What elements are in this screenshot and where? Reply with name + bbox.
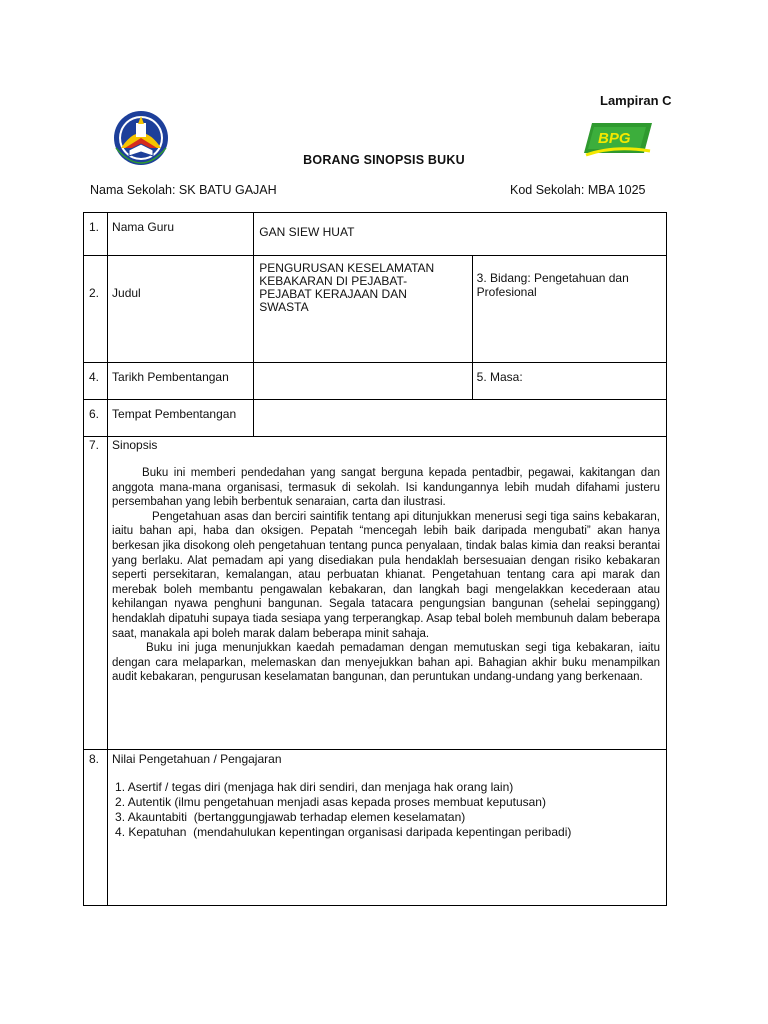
sinopsis-paragraph: Buku ini memberi pendedahan yang sangat berguna kepada pentadbir, pegawai, kakitangan dan anggota mana-mana organisasi, termasuk di sekolah. Isi kandungannya lebih mudah difahami justeru persembahan yang lebih berbentuk senaraian, carta dan ilustrasi. xyxy=(112,467,660,509)
judul-value xyxy=(254,256,472,363)
nama-guru-label: Nama Guru xyxy=(108,213,254,256)
sinopsis-cell xyxy=(108,437,667,750)
nilai-list xyxy=(108,780,666,840)
judul-line: PENGURUSAN KESELAMATAN xyxy=(259,261,435,275)
tempat-label: Tempat Pembentangan xyxy=(108,400,254,437)
bidang-field xyxy=(472,256,666,363)
row-number: 7. xyxy=(84,437,108,750)
form-title: BORANG SINOPSIS BUKU xyxy=(303,153,465,167)
masa-field: 5. Masa: xyxy=(472,363,666,400)
row-number: 6. xyxy=(84,400,108,437)
bidang-line: Profesional xyxy=(476,285,537,299)
row-nilai xyxy=(84,750,667,906)
school-code: Kod Sekolah: MBA 1025 xyxy=(510,183,646,197)
row-number: 2. xyxy=(84,256,108,363)
bidang-line: 3. Bidang: Pengetahuan dan xyxy=(476,271,629,285)
list-item: 4. Kepatuhan (mendahulukan kepentingan organisasi daripada kepentingan peribadi) xyxy=(115,825,572,839)
row-judul xyxy=(84,256,667,363)
row-sinopsis xyxy=(84,437,667,750)
bpg-logo-text: BPG xyxy=(598,130,631,147)
row-tarikh xyxy=(84,363,667,400)
row-number: 4. xyxy=(84,363,108,400)
list-item: 1. Asertif / tegas diri (menjaga hak diri sendiri, dan menjaga hak orang lain) xyxy=(115,780,514,794)
judul-label: Judul xyxy=(108,256,254,363)
row-number: 1. xyxy=(84,213,108,256)
row-number: 8. xyxy=(84,750,108,906)
nilai-label: Nilai Pengetahuan / Pengajaran xyxy=(112,752,282,766)
tarikh-value xyxy=(254,363,472,400)
synopsis-form-table xyxy=(83,212,667,906)
sinopsis-label: Sinopsis xyxy=(112,438,158,452)
school-name: Nama Sekolah: SK BATU GAJAH xyxy=(90,183,277,197)
list-item: 2. Autentik (ilmu pengetahuan menjadi asas kepada proses membuat keputusan) xyxy=(115,795,546,809)
sinopsis-paragraph: Buku ini juga menunjukkan kaedah pemadaman dengan memutuskan segi tiga kebakaran, iaitu dengan cara melaparkan, melemaskan dan menyejukkan bahan api. Bahagian akhir buku menampilkan audit kebakaran, pengurusan keselamatan bangunan, dan peruntukan undang-undang yang berkenaan. xyxy=(112,642,660,684)
nilai-cell xyxy=(108,750,667,906)
row-nama-guru xyxy=(84,213,667,256)
tarikh-label: Tarikh Pembentangan xyxy=(108,363,254,400)
bpg-logo-icon xyxy=(584,121,652,157)
sinopsis-paragraph: Pengetahuan asas dan berciri saintifik tentang api ditunjukkan menerusi segi tiga sains kebakaran, iaitu bahan api, haba dan oksigen. Pepatah “mencegah lebih baik daripada mengubati” akan hanya berkesan jika disokong oleh pengetahuan tentang punca penyalaan, tindak balas kimia dan reaksi berantai yang berlaku. Alat pemadam api yang disediakan pula hendaklah bersesuaian dengan risiko kebakaran seperti persekitaran, kemalangan, atau perbuatan khianat. Pengetahuan tentang cara api marak dan merebak boleh membantu pengawalan kebakaran, dan langkah bagi mengelakkan kecederaan atau kehilangan nyawa penghuni bangunan. Segala tatacara pengungsian bangunan (sehelai sepinggang) hendaklah dipatuhi supaya tiada sesiapa yang terperangkap. Asap tebal boleh membunuh dalam beberapa saat, manakala api boleh marak dalam beberapa minit sahaja. xyxy=(112,510,660,640)
judul-line: PEJABAT KERAJAAN DAN xyxy=(259,287,407,301)
tempat-value xyxy=(254,400,667,437)
list-item: 3. Akauntabiti (bertanggungjawab terhadap elemen keselamatan) xyxy=(115,810,466,824)
judul-line: KEBAKARAN DI PEJABAT- xyxy=(259,274,408,288)
judul-line: SWASTA xyxy=(259,300,309,314)
nama-guru-value: GAN SIEW HUAT xyxy=(254,213,667,256)
lampiran-label: Lampiran C xyxy=(600,93,672,108)
row-tempat xyxy=(84,400,667,437)
